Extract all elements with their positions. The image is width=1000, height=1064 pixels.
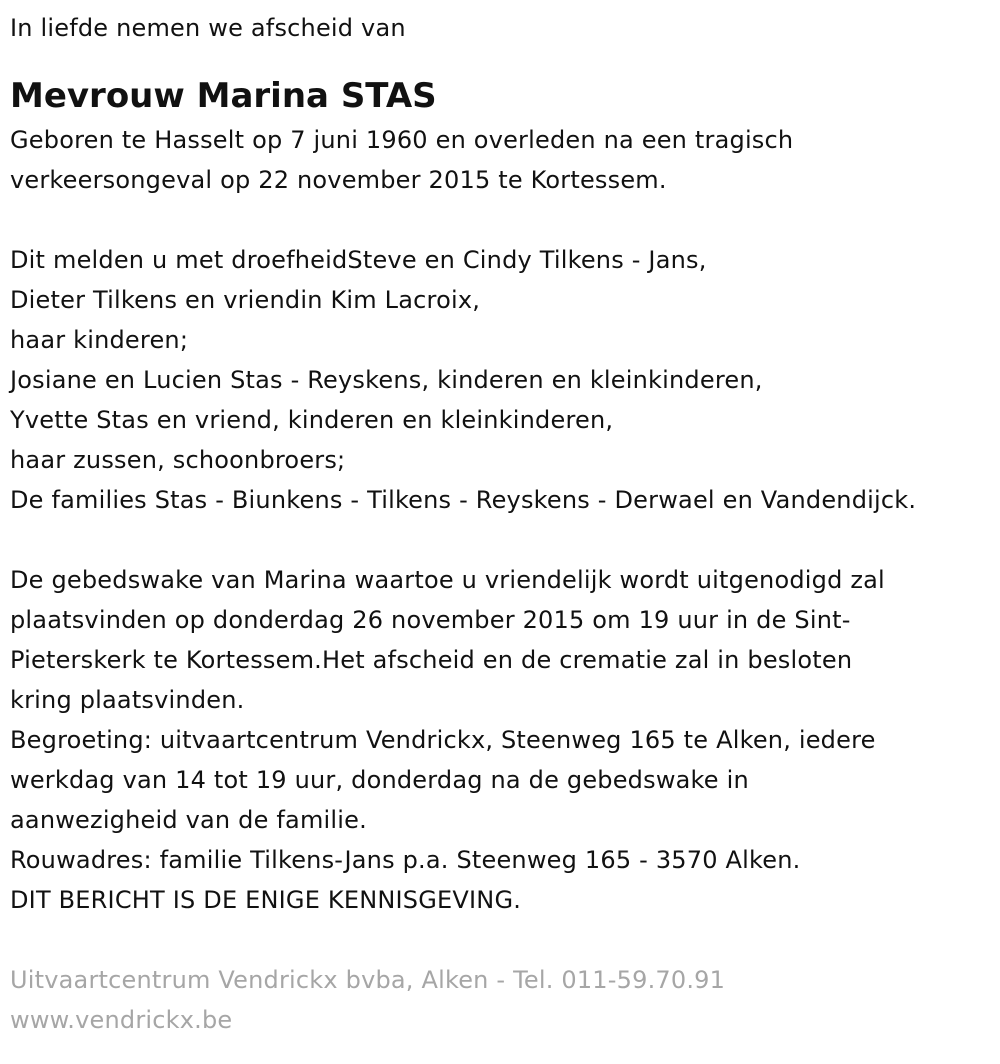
arrangements-line: plaatsvinden op donderdag 26 november 2015 om 19 uur in de Sint- bbox=[10, 606, 851, 634]
family-line: Yvette Stas en vriend, kinderen en kleinkinderen, bbox=[10, 406, 614, 434]
arrangements-line: De gebedswake van Marina waartoe u vriendelijk wordt uitgenodigd zal bbox=[10, 566, 885, 594]
arrangements-line: Pieterskerk te Kortessem.Het afscheid en de crematie zal in besloten bbox=[10, 646, 853, 674]
family-line: haar zussen, schoonbroers; bbox=[10, 446, 346, 474]
birth-death-line: verkeersongeval op 22 november 2015 te Kortessem. bbox=[10, 166, 667, 194]
spacer bbox=[10, 520, 990, 560]
arrangements-line: Rouwadres: familie Tilkens-Jans p.a. Steenweg 165 - 3570 Alken. bbox=[10, 846, 801, 874]
spacer bbox=[10, 200, 990, 240]
arrangements-line: werkdag van 14 tot 19 uur, donderdag na de gebedswake in bbox=[10, 766, 749, 794]
birth-death-line: Geboren te Hasselt op 7 juni 1960 en overleden na een tragisch bbox=[10, 126, 794, 154]
intro-text: In liefde nemen we afscheid van bbox=[10, 14, 406, 42]
birth-death-section bbox=[10, 120, 990, 200]
family-line: Dieter Tilkens en vriendin Kim Lacroix, bbox=[10, 286, 481, 314]
arrangements-line: aanwezigheid van de familie. bbox=[10, 806, 367, 834]
family-line: Josiane en Lucien Stas - Reyskens, kinderen en kleinkinderen, bbox=[10, 366, 763, 394]
footer-website: www.vendrickx.be bbox=[10, 1006, 233, 1034]
spacer bbox=[10, 920, 990, 960]
family-line: Dit melden u met droefheidSteve en Cindy Tilkens - Jans, bbox=[10, 246, 707, 274]
footer-company: Uitvaartcentrum Vendrickx bvba, Alken - Tel. 011-59.70.91 bbox=[10, 966, 726, 994]
arrangements-line: DIT BERICHT IS DE ENIGE KENNISGEVING. bbox=[10, 886, 522, 914]
family-section bbox=[10, 240, 990, 520]
footer bbox=[10, 960, 990, 1040]
family-line: haar kinderen; bbox=[10, 326, 189, 354]
arrangements-line: Begroeting: uitvaartcentrum Vendrickx, Steenweg 165 te Alken, iedere bbox=[10, 726, 876, 754]
deceased-name: Mevrouw Marina STAS bbox=[10, 76, 437, 116]
arrangements-line: kring plaatsvinden. bbox=[10, 686, 245, 714]
arrangements-section bbox=[10, 560, 990, 920]
family-line: De families Stas - Biunkens - Tilkens - Reyskens - Derwael en Vandendijck. bbox=[10, 486, 917, 514]
